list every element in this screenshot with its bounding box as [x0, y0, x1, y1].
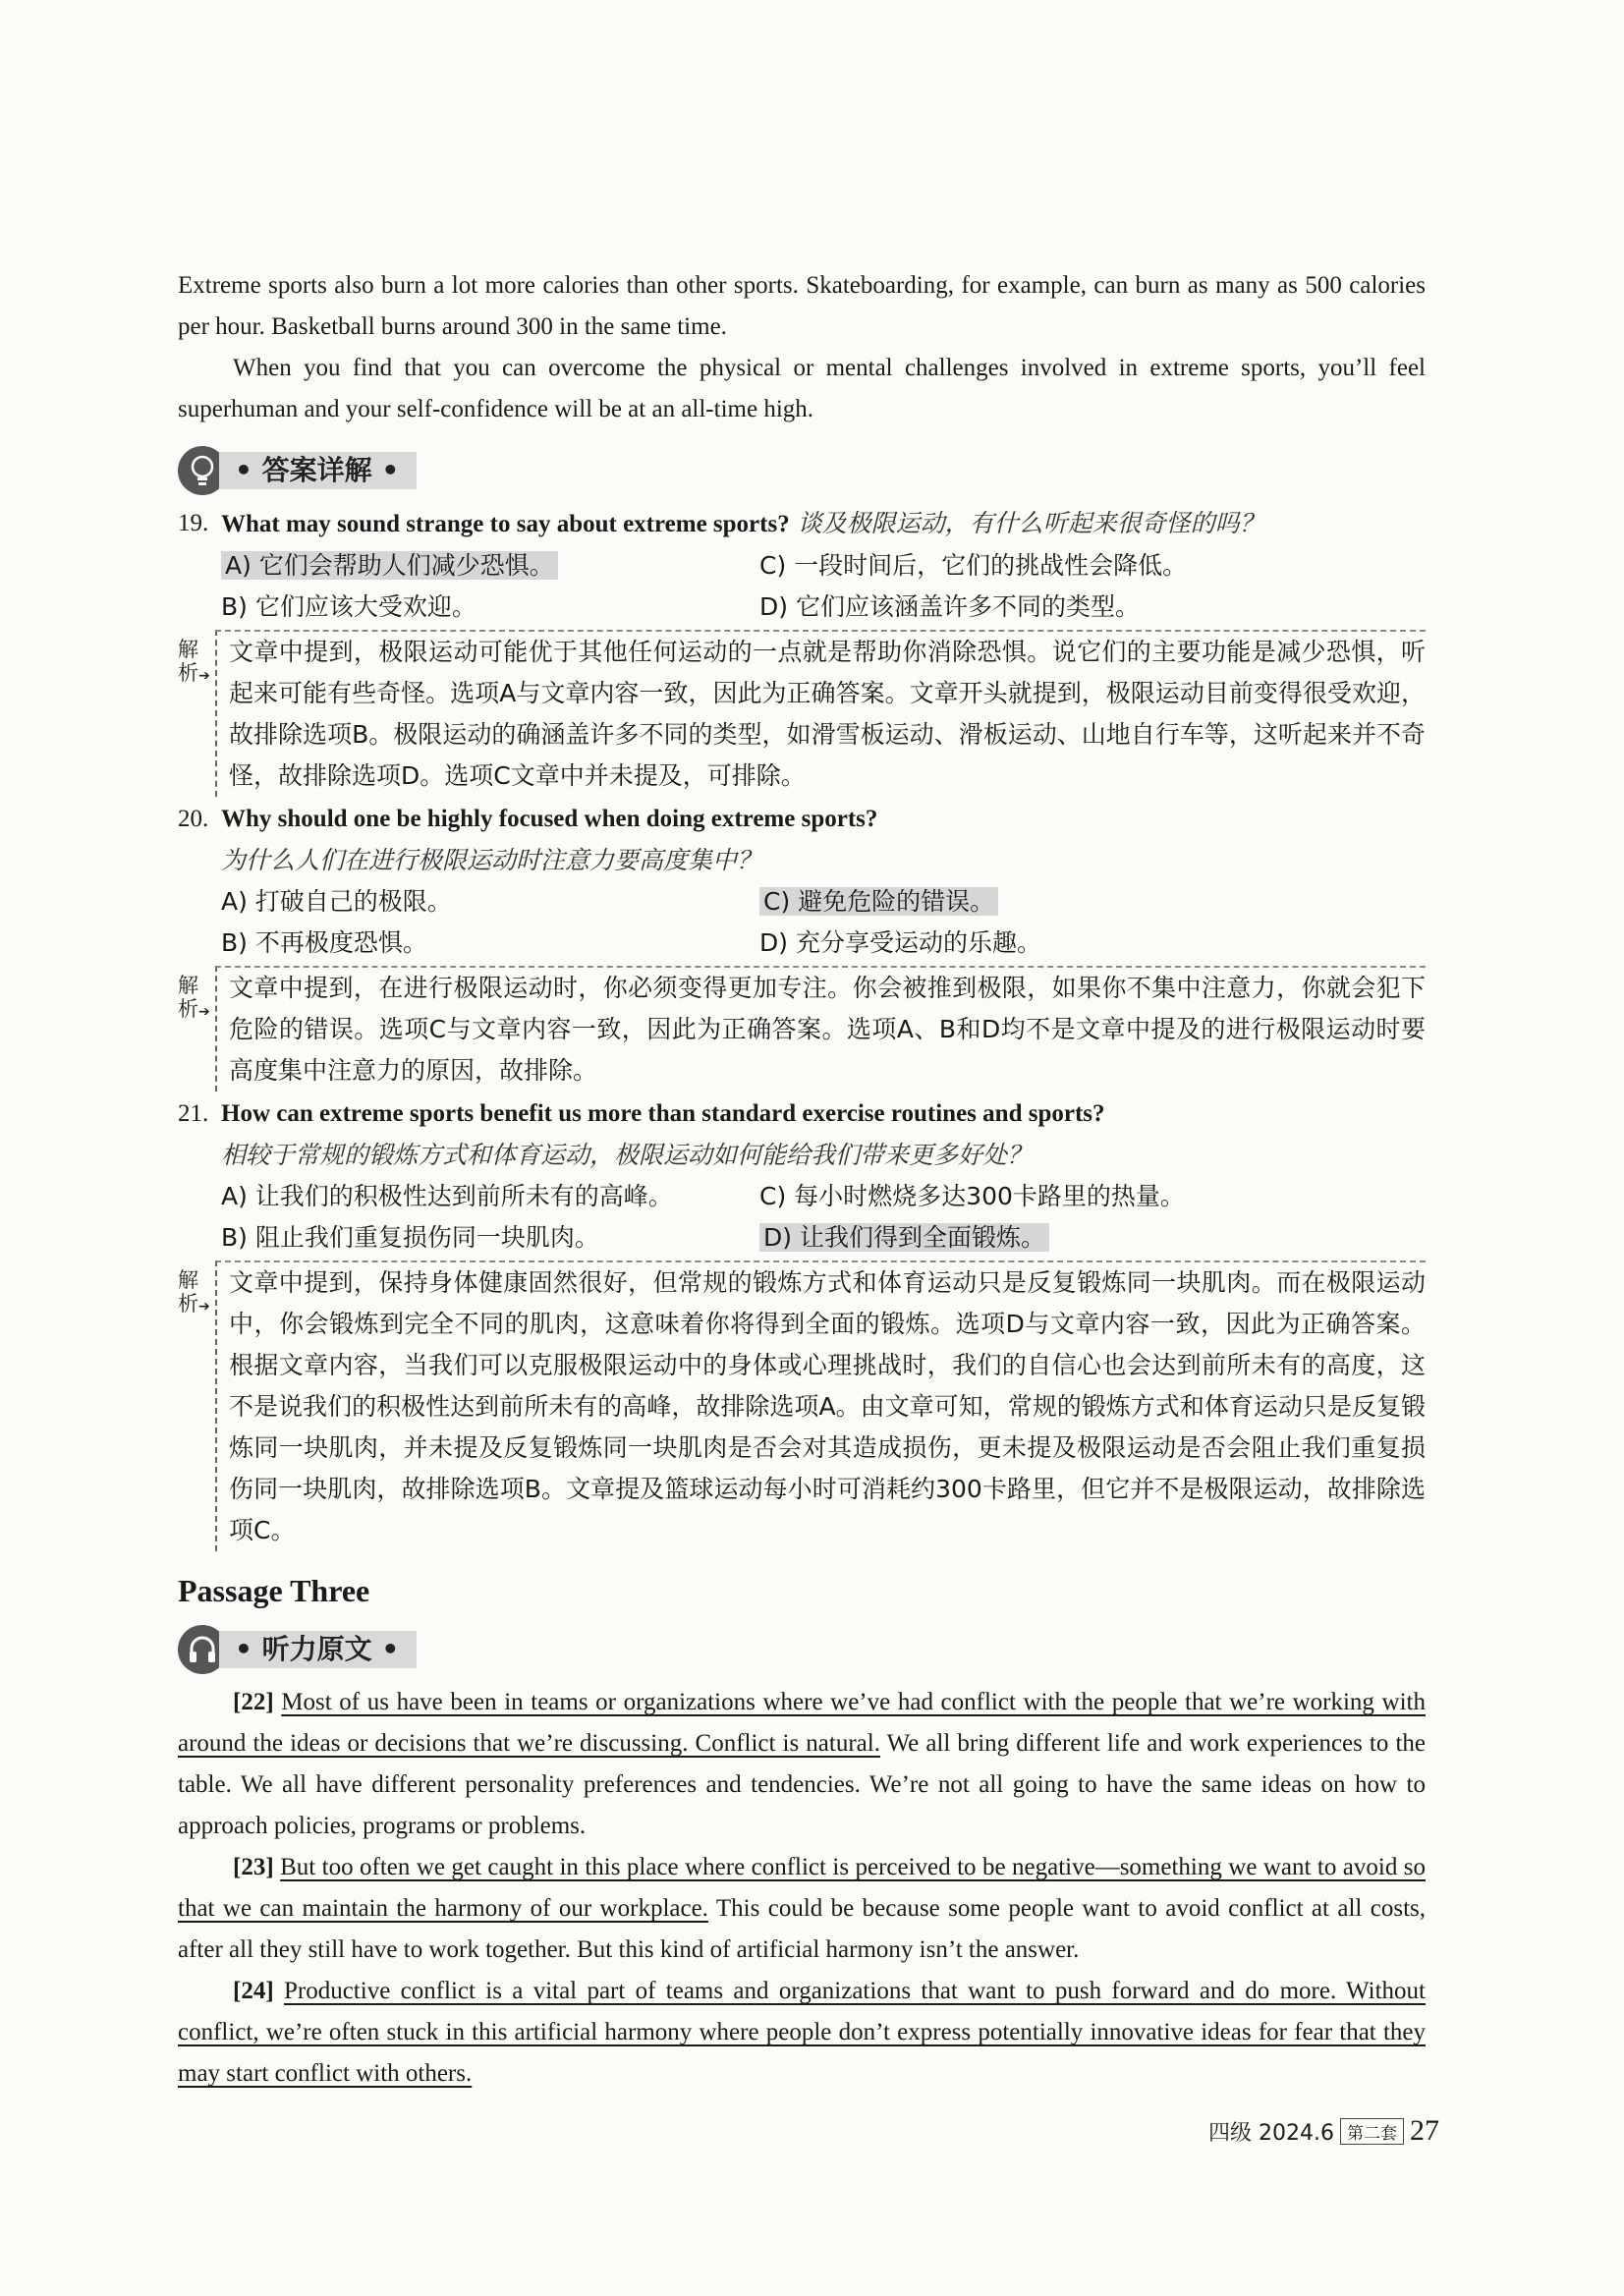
question-20 — [178, 799, 1426, 840]
analysis-text: 文章中提到，极限运动可能优于其他任何运动的一点就是帮助你消除恐惧。说它们的主要功能是减少恐惧，听起来可能有些奇怪。选项A与文章内容一致，因此为正确答案。文章开头就提到，极限运动目前变得很受欢迎，故排除选项B。极限运动的确涵盖许多不同的类型，如滑雪板运动、滑板运动、山地自行车等，这听起来并不奇怪，故排除选项D。选项C文章中并未提及，可排除。 — [215, 630, 1426, 797]
listening-paragraph: [22] Most of us have been in teams or organizations where we’ve had conflict with the people that we’re working with around the ideas or decisions that we’re discussing. Conflict is natural. We all bring different life and work experiences to the table. We all have different personality preferences and tendencies. We’re not all going to have the same ideas on how to approach policies, programs or problems. — [178, 1689, 1426, 1839]
option: C) 每小时燃烧多达300卡路里的热量。 — [759, 1182, 1185, 1210]
underlined-answer-text: Most of us have been in teams or organizations where we’ve had conflict with the people that we’re working with around the ideas or decisions that we’re discussing. Conflict is natural. — [178, 1689, 1426, 1757]
option: A) 打破自己的极限。 — [221, 887, 452, 916]
analysis-tag: 解析➔ — [178, 974, 210, 1021]
options-20 — [178, 881, 1426, 964]
listening-heading: • 听力原文 • — [219, 1631, 417, 1668]
question-zh: 为什么人们在进行极限运动时注意力要高度集中？ — [221, 846, 762, 874]
answers-section-header — [178, 444, 1426, 497]
page-content — [178, 265, 1426, 2095]
correct-option: D) 让我们得到全面锻炼。 — [759, 1223, 1049, 1252]
options-21 — [178, 1176, 1426, 1259]
intro-paragraph: Extreme sports also burn a lot more calories than other sports. Skateboarding, for example, can burn as many as 500 calories per hour. Basketball burns around 300 in the same time. — [178, 272, 1426, 340]
question-number: 20. — [178, 806, 209, 832]
option: B) 不再极度恐惧。 — [221, 928, 427, 957]
analysis-20 — [178, 966, 1426, 1092]
option: C) 一段时间后，它们的挑战性会降低。 — [759, 551, 1188, 580]
answers-heading: • 答案详解 • — [219, 452, 417, 489]
question-en: Why should one be highly focused when doing extreme sports? — [221, 806, 878, 832]
analysis-text: 文章中提到，在进行极限运动时，你必须变得更加专注。你会被推到极限，如果你不集中注意力，你就会犯下危险的错误。选项C与文章内容一致，因此为正确答案。选项A、B和D均不是文章中提及的进行极限运动时要高度集中注意力的原因，故排除。 — [215, 966, 1426, 1092]
options-19 — [178, 545, 1426, 628]
question-number: 19. — [178, 510, 209, 536]
analysis-tag: 解析➔ — [178, 638, 210, 685]
passage-title: Passage Three — [178, 1573, 370, 1608]
question-zh: 相较于常规的锻炼方式和体育运动，极限运动如何能给我们带来更多好处？ — [221, 1141, 1033, 1169]
correct-option: A) 它们会帮助人们减少恐惧。 — [221, 551, 558, 580]
option: B) 阻止我们重复损伤同一块肌肉。 — [221, 1223, 599, 1252]
option: D) 充分享受运动的乐趣。 — [759, 928, 1041, 957]
page-footer — [1208, 2114, 1439, 2148]
analysis-19 — [178, 630, 1426, 797]
intro-paragraph: When you find that you can overcome the physical or mental challenges involved in extreme sports, you’ll feel superhuman and your self-confidence will be at an all-time high. — [178, 355, 1426, 422]
analysis-tag: 解析➔ — [178, 1268, 210, 1316]
listening-section-header — [178, 1623, 1426, 1676]
listening-paragraph: [24] Productive conflict is a vital part of teams and organizations that want to push forward and do more. Without conflict, we’re often stuck in this artificial harmony where people don’t express potentially innovative ideas for fear that they may start conflict with others. — [178, 1978, 1426, 2087]
exam-label: 四级 2024.6 — [1208, 2120, 1334, 2146]
question-21 — [178, 1093, 1426, 1135]
option: B) 它们应该大受欢迎。 — [221, 592, 476, 621]
option — [221, 545, 759, 587]
analysis-text: 文章中提到，保持身体健康固然很好，但常规的锻炼方式和体育运动只是反复锻炼同一块肌肉。而在极限运动中，你会锻炼到完全不同的肌肉，这意味着你将得到全面的锻炼。选项D与文章内容一致，因此为正确答案。根据文章内容，当我们可以克服极限运动中的身体或心理挑战时，我们的自信心也会达到前所未有的高度，这不是说我们的积极性达到前所未有的高峰，故排除选项A。由文章可知，常规的锻炼方式和体育运动只是反复锻炼同一块肌肉，并未提及反复锻炼同一块肌肉是否会对其造成损伤，更未提及极限运动是否会阻止我们重复损伤同一块肌肉，故排除选项B。文章提及篮球运动每小时可消耗约300卡路里，但它并不是极限运动，故排除选项C。 — [215, 1260, 1426, 1551]
correct-option: C) 避免危险的错误。 — [759, 887, 998, 916]
page-number: 27 — [1410, 2114, 1439, 2147]
question-zh: 谈及极限运动，有什么听起来很奇怪的吗？ — [797, 509, 1264, 537]
option — [759, 881, 1298, 923]
question-19 — [178, 503, 1426, 545]
underlined-answer-text: But too often we get caught in this place where conflict is perceived to be negative—something we want to avoid so that we can maintain the harmony of our workplace. — [178, 1854, 1426, 1922]
option: D) 它们应该涵盖许多不同的类型。 — [759, 592, 1140, 621]
listening-paragraph: [23] But too often we get caught in this place where conflict is perceived to be negative—something we want to avoid so that we can maintain the harmony of our workplace. This could be because some people want to avoid conflict at all costs, after all they still have to work together. But this kind of artificial harmony isn’t the answer. — [178, 1854, 1427, 1963]
option — [759, 1217, 1298, 1259]
set-badge: 第二套 — [1340, 2118, 1404, 2145]
question-en: What may sound strange to say about extreme sports? — [221, 511, 790, 537]
question-en: How can extreme sports benefit us more than standard exercise routines and sports? — [221, 1100, 1105, 1127]
analysis-21 — [178, 1260, 1426, 1551]
option: A) 让我们的积极性达到前所未有的高峰。 — [221, 1182, 673, 1210]
question-number: 21. — [178, 1100, 209, 1127]
underlined-answer-text: Productive conflict is a vital part of teams and organizations that want to push forward and do more. Without conflict, we’re often stuck in this artificial harmony where people don’t express potentially innovative ideas for fear that they may start conflict with others. — [178, 1978, 1426, 2087]
